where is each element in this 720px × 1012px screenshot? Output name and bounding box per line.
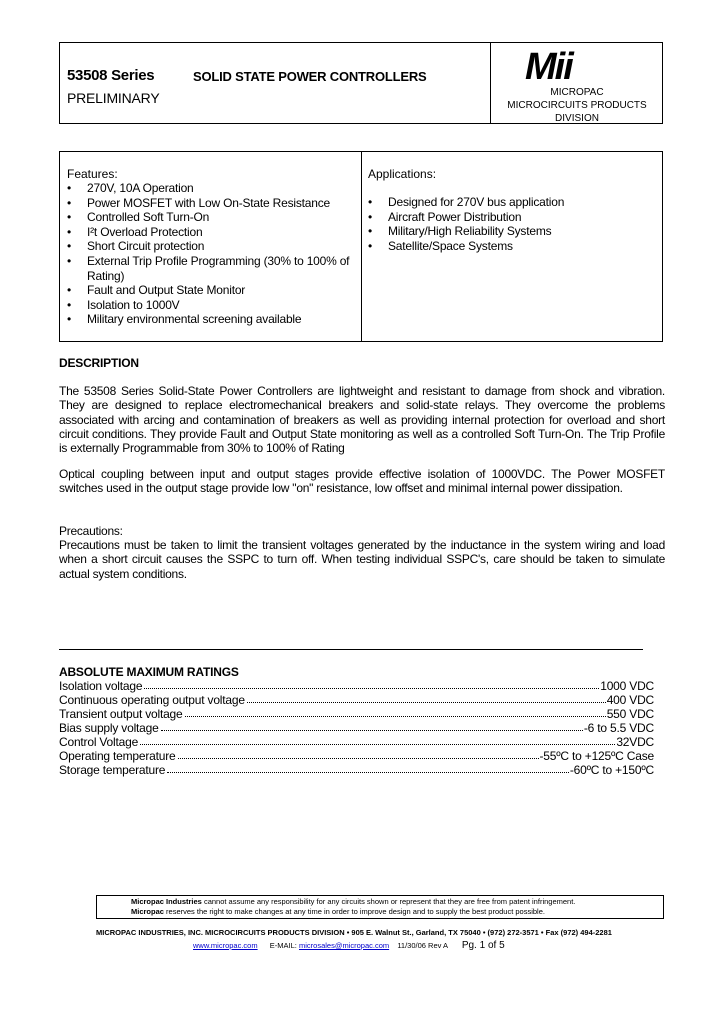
website-link[interactable]: www.micropac.com xyxy=(193,941,258,950)
feature-item: • 270V, 10A Operation xyxy=(67,181,194,195)
description-paragraph-1: The 53508 Series Solid-State Power Controllers are lightweight and resistant to damage from shock and vibration. They are designed to replace electromechanical breakers and solid-state relays. They overcome the problems associated with arcing and contamination of breakers as well as providing internal protection for overload and short circuit conditions. They provide Fault and Output State monitoring as well as a controlled Soft Turn-On. The Trip Profile is externally Programmable from 30% to 100% of Rating xyxy=(59,384,665,456)
rating-value: 32VDC xyxy=(616,735,654,749)
rating-value: 550 VDC xyxy=(606,707,654,721)
bullet-icon: • xyxy=(67,224,72,239)
leader-dots xyxy=(144,679,599,689)
leader-dots xyxy=(140,735,615,745)
revision-label: 11/30/06 Rev A xyxy=(397,941,448,950)
logo-line-2: MICROCIRCUITS PRODUCTS xyxy=(507,100,647,111)
bullet-icon: • xyxy=(368,224,373,239)
series-title: 53508 Series xyxy=(67,67,155,84)
description-paragraph-2: Optical coupling between input and output stages provide effective isolation of 1000VDC. The Power MOSFET switches used in the output stage provide low "on" resistance, low offset and minimal internal power dissipation. xyxy=(59,467,665,496)
bullet-icon: • xyxy=(368,209,373,224)
disclaimer-line-1: Micropac Industries cannot assume any responsibility for any circuits shown or represent that they are free from patent infringement. xyxy=(131,897,576,906)
logo-line-3: DIVISION xyxy=(555,113,599,124)
applications-list xyxy=(368,195,658,253)
precautions-text: Precautions must be taken to limit the transient voltages generated by the inductance in the system wiring and load when a short circuit causes the SSPC to turn off. When testing individual SSPC's, care should be taken to simulate actual system conditions. xyxy=(59,538,665,581)
rating-label: Operating temperature xyxy=(59,749,176,763)
rating-row xyxy=(59,749,654,763)
description-title: DESCRIPTION xyxy=(59,356,139,370)
leader-dots xyxy=(247,693,606,703)
email-label: E-MAIL: xyxy=(269,941,297,950)
feature-item: • Short Circuit protection xyxy=(67,239,205,254)
leader-dots xyxy=(178,749,539,759)
application-item: • Military/High Reliability Systems xyxy=(368,224,552,239)
rating-label: Storage temperature xyxy=(59,763,166,777)
application-item: • Designed for 270V bus application xyxy=(368,195,565,209)
rating-value: -60ºC to +150ºC xyxy=(569,763,654,777)
rating-row xyxy=(59,763,654,777)
features-list xyxy=(67,181,352,327)
bullet-icon: • xyxy=(67,181,72,195)
application-item: • Satellite/Space Systems xyxy=(368,238,513,253)
header-box xyxy=(59,42,663,124)
features-divider xyxy=(361,152,362,341)
rating-label: Bias supply voltage xyxy=(59,721,159,735)
leader-dots xyxy=(167,763,569,773)
bullet-icon: • xyxy=(368,238,373,253)
bullet-icon: • xyxy=(368,195,373,209)
disclaimer-box xyxy=(96,895,664,919)
rating-label: Control Voltage xyxy=(59,735,139,749)
bullet-icon: • xyxy=(67,239,72,254)
section-divider xyxy=(59,649,643,650)
bullet-icon: • xyxy=(67,253,72,268)
company-address: MICROPAC INDUSTRIES, INC. MICROCIRCUITS PRODUCTS DIVISION • 905 E. Walnut St., Garland, TX 75040 • (972) 272-3571 • Fax (972) 494-2281 xyxy=(96,928,612,937)
feature-item: • I²t Overload Protection xyxy=(67,224,203,239)
application-item: • Aircraft Power Distribution xyxy=(368,209,522,224)
rating-value: 400 VDC xyxy=(606,693,654,707)
rating-row xyxy=(59,721,654,735)
rating-row xyxy=(59,707,654,721)
disclaimer-line-2: Micropac reserves the right to make changes at any time in order to improve design and to supply the best product possible. xyxy=(131,907,545,916)
email-link[interactable]: microsales@micropac.com xyxy=(298,941,390,950)
rating-label: Isolation voltage xyxy=(59,679,143,693)
status-label: PRELIMINARY xyxy=(67,90,160,106)
leader-dots xyxy=(161,721,583,731)
product-title: SOLID STATE POWER CONTROLLERS xyxy=(193,69,427,84)
leader-dots xyxy=(185,707,606,717)
rating-row xyxy=(59,735,654,749)
rating-value: -55ºC to +125ºC Case xyxy=(539,749,654,763)
bullet-icon: • xyxy=(67,210,72,225)
feature-item: • Military environmental screening available xyxy=(67,312,302,327)
features-box xyxy=(59,151,663,342)
feature-item: • Isolation to 1000V xyxy=(67,297,180,312)
page-number: Pg. 1 of 5 xyxy=(461,940,505,951)
applications-title: Applications: xyxy=(368,167,437,181)
rating-value: 1000 VDC xyxy=(600,679,654,693)
company-logo: Mii xyxy=(525,46,572,88)
rating-row xyxy=(59,693,654,707)
feature-item: • Fault and Output State Monitor xyxy=(67,283,246,298)
rating-label: Transient output voltage xyxy=(59,707,183,721)
ratings-title: ABSOLUTE MAXIMUM RATINGS xyxy=(59,665,239,679)
feature-item: • Controlled Soft Turn-On xyxy=(67,210,210,225)
footer-contact xyxy=(193,940,505,951)
rating-label: Continuous operating output voltage xyxy=(59,693,245,707)
bullet-icon: • xyxy=(67,297,72,312)
features-title: Features: xyxy=(67,167,118,181)
feature-item: • Power MOSFET with Low On-State Resistance xyxy=(67,195,331,210)
rating-row xyxy=(59,679,654,693)
precautions-title: Precautions: xyxy=(59,524,123,538)
bullet-icon: • xyxy=(67,312,72,327)
bullet-icon: • xyxy=(67,283,72,298)
feature-item: • External Trip Profile Programming (30% to 100% of Rating) xyxy=(67,253,350,283)
logo-line-1: MICROPAC xyxy=(550,87,604,98)
rating-value: -6 to 5.5 VDC xyxy=(583,721,654,735)
bullet-icon: • xyxy=(67,195,72,210)
